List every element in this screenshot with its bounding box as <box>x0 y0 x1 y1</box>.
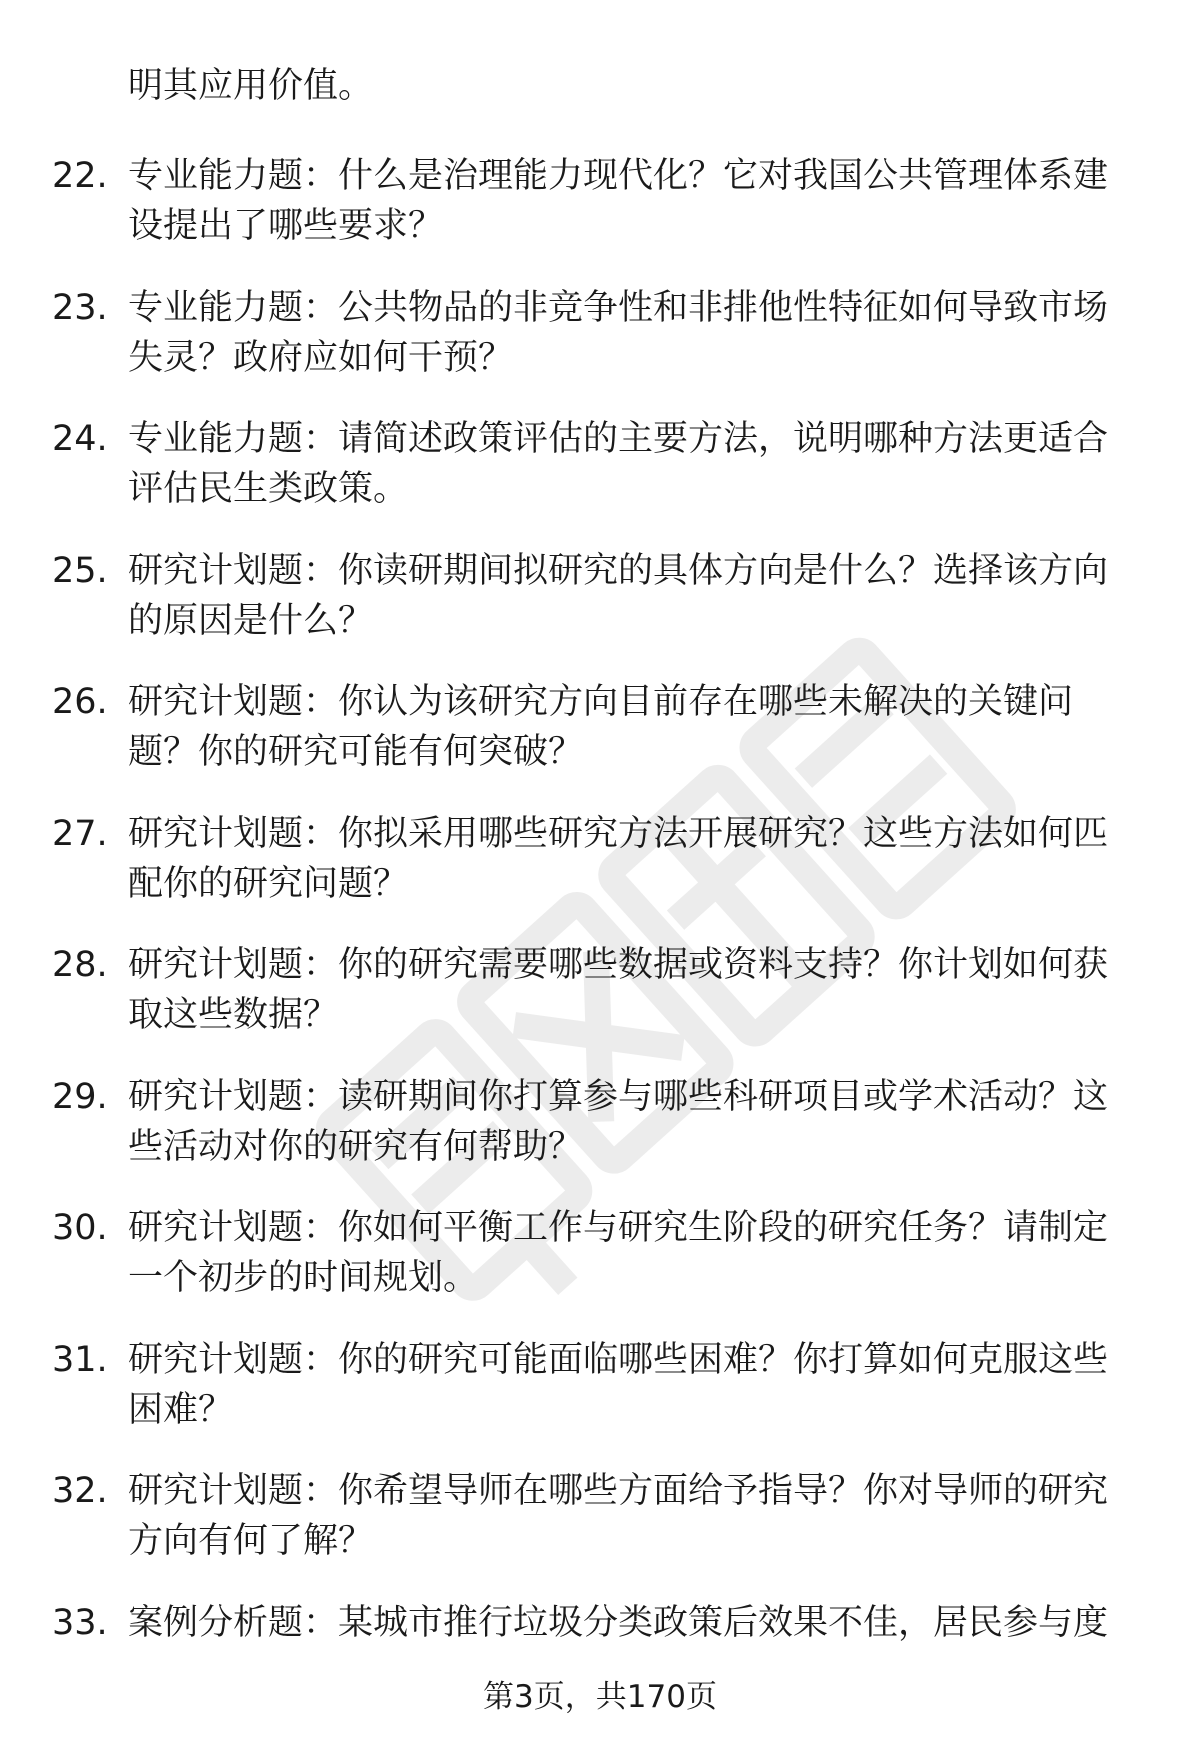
continuation-text: 明其应用价值。 <box>128 66 374 106</box>
question-number: 24. <box>52 419 108 459</box>
question-number: 26. <box>52 682 108 722</box>
question-item <box>0 1463 1200 1595</box>
question-item <box>0 411 1200 543</box>
question-text-line: 案例分析题：某城市推行垃圾分类政策后效果不佳，居民参与度 <box>128 1602 1109 1643</box>
question-number: 27. <box>52 813 108 854</box>
question-text-line: 设提出了哪些要求？ <box>128 206 444 246</box>
question-item <box>0 1069 1200 1201</box>
question-item <box>0 937 1200 1069</box>
question-text-line: 研究计划题：读研期间你打算参与哪些科研项目或学术活动？这 <box>128 1076 1109 1117</box>
question-text-line: 题？你的研究可能有何突破？ <box>128 732 584 772</box>
question-item <box>0 148 1200 280</box>
question-text-line: 的原因是什么？ <box>128 600 374 641</box>
question-number: 31. <box>52 1339 108 1380</box>
question-text-line: 研究计划题：你认为该研究方向目前存在哪些未解决的关键问 <box>128 682 1074 722</box>
question-text-line: 研究计划题：你希望导师在哪些方面给予指导？你对导师的研究 <box>128 1471 1109 1511</box>
question-text-line: 评估民生类政策。 <box>128 469 409 509</box>
question-number: 28. <box>52 945 108 985</box>
question-text-line: 取这些数据？ <box>128 995 339 1035</box>
question-number: 22. <box>52 156 108 196</box>
question-text-line: 方向有何了解？ <box>128 1521 374 1561</box>
question-text-line: 专业能力题：请简述政策评估的主要方法，说明哪种方法更适合 <box>128 419 1109 459</box>
question-text-line: 些活动对你的研究有何帮助？ <box>128 1126 584 1167</box>
question-number: 25. <box>52 550 108 591</box>
question-number: 23. <box>52 287 108 328</box>
question-text-line: 专业能力题：什么是治理能力现代化？它对我国公共管理体系建 <box>128 156 1109 196</box>
question-text-line: 研究计划题：你的研究需要哪些数据或资料支持？你计划如何获 <box>128 945 1109 985</box>
question-text-line: 研究计划题：你的研究可能面临哪些困难？你打算如何克服这些 <box>128 1339 1109 1380</box>
question-item <box>0 543 1200 675</box>
question-text-line: 一个初步的时间规划。 <box>128 1258 479 1298</box>
question-number: 29. <box>52 1076 108 1117</box>
question-text-line: 困难？ <box>128 1389 234 1430</box>
question-item <box>0 674 1200 806</box>
question-item <box>0 806 1200 938</box>
question-number: 32. <box>52 1471 108 1511</box>
question-number: 33. <box>52 1602 108 1643</box>
question-text-line: 专业能力题：公共物品的非竞争性和非排他性特征如何导致市场 <box>128 287 1109 328</box>
question-text-line: 研究计划题：你读研期间拟研究的具体方向是什么？选择该方向 <box>128 550 1109 591</box>
question-text-line: 配你的研究问题？ <box>128 863 409 904</box>
question-text-line: 失灵？政府应如何干预？ <box>128 337 514 378</box>
question-text-line: 研究计划题：你如何平衡工作与研究生阶段的研究任务？请制定 <box>128 1208 1109 1248</box>
question-item <box>0 1332 1200 1464</box>
question-text-line: 研究计划题：你拟采用哪些研究方法开展研究？这些方法如何匹 <box>128 813 1109 854</box>
question-item <box>0 1200 1200 1332</box>
question-list <box>0 148 1200 1726</box>
question-number: 30. <box>52 1208 108 1248</box>
question-item <box>0 280 1200 412</box>
page-footer: 第3页，共170页 <box>483 1679 717 1715</box>
